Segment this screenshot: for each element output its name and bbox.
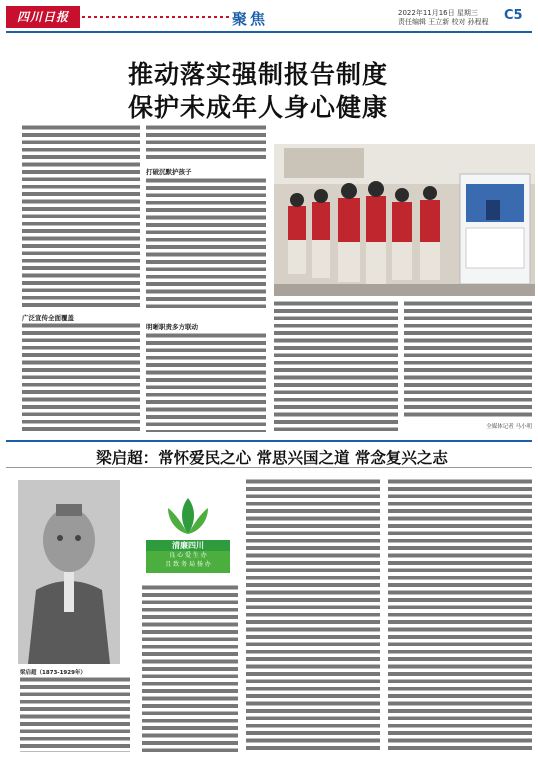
date-text: 2022年11月16日 星期三 [398, 9, 478, 17]
header-rule [6, 31, 532, 33]
portrait-photo [18, 480, 120, 664]
logo-decoration [82, 16, 232, 18]
badge-slogan [146, 551, 230, 573]
page-number: C5 [504, 8, 523, 23]
article1-col2-text-a [146, 124, 266, 162]
lotus-icon [160, 494, 216, 538]
dateline [398, 9, 508, 27]
caption-text [20, 676, 130, 752]
subhead-publicize: 广泛宣传全面覆盖 [22, 314, 74, 322]
headline-line2: 保护未成年人身心健康 [128, 93, 389, 122]
subhead-responsibilities: 明晰职责多方联动 [146, 323, 198, 331]
article1-col2-text-b [146, 177, 266, 311]
article1-col3-text [274, 300, 398, 432]
portrait-illustration [18, 480, 120, 664]
badge-line1: 良 心 爱 生 办 [169, 552, 207, 559]
newspaper-logo: 四川日报 [6, 6, 80, 28]
badge-title: 清廉四川 [146, 540, 230, 551]
headline-line1: 推动落实强制报告制度 [128, 60, 389, 89]
author-byline: 全媒体记者 马小明 [486, 424, 532, 430]
section-title: 聚焦 [232, 10, 269, 28]
subhead-break-silence: 打破沉默护孩子 [146, 168, 192, 176]
article1-col1-text-b [22, 322, 140, 432]
article-divider [6, 440, 532, 442]
article1-col1-text-a [22, 124, 140, 310]
portrait-caption: 梁启超（1873-1929年） [20, 670, 86, 676]
editors-text: 责任编辑 王立新 校对 孙程程 [398, 18, 489, 26]
article2-col1-text-a [142, 584, 238, 752]
badge-line2: 且 致 务 局 扬 办 [165, 561, 211, 568]
headline-underline [6, 467, 532, 468]
article2-col2-text [246, 478, 380, 752]
article2-col3-text [388, 478, 532, 752]
article1-col4-text [404, 300, 532, 418]
students-photo [274, 144, 535, 296]
article2-headline: 梁启超：常怀爱民之心 常思兴国之道 常念复兴之志 [96, 449, 448, 467]
article1-col2-text-c [146, 332, 266, 432]
students-photo-illustration [274, 144, 535, 296]
